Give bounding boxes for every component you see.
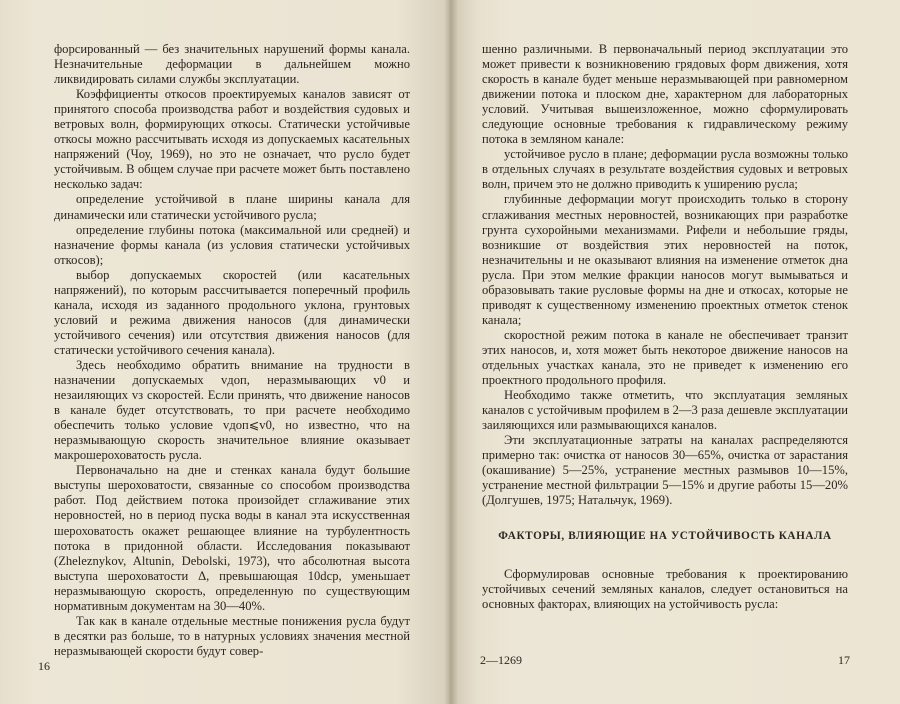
paragraph: Первоначально на дне и стенках канала будут большие выступы шероховатости, связанные со способом производства работ. Под действием потока произойдет сглаживание этих неровностей, но в период пуска воды в канал эта искусственная шероховатость окажет решающее влияние на турбулентность потока в придонной области. Исследования показывают (Zheleznykov, Altunin, Debolski, 1973), что абсолютная высота выступа шероховатости Δ, превышающая 10dср, уменьшает неразмывающую скорость, определенную по существующим нормативным документам на 30—40%.: [54, 463, 410, 613]
book-gutter: [444, 0, 458, 704]
right-page: [450, 0, 900, 704]
paragraph: Коэффициенты откосов проектируемых каналов зависят от принятого способа производства работ и воздействия судовых и ветровых волн, формирующих откосы. Статически устойчивые откосы можно рассчитывать исходя из допускаемых касательных напряжений (Чоу, 1969), но это не означает, что русло будет устойчивым. В общем случае при расчете может быть поставлено несколько задач:: [54, 87, 410, 192]
list-item: определение глубины потока (максимальной или средней) и назначение формы канала (из условия статически устойчивых откосов);: [54, 222, 410, 267]
paragraph: форсированный — без значительных нарушений формы канала. Незначительные деформации в дальнейшем можно ликвидировать силами службы эксплуатации.: [54, 42, 410, 87]
page-number: 17: [838, 653, 850, 667]
printer-signature-mark: 2—1269: [480, 653, 522, 667]
list-item: выбор допускаемых скоростей (или касательных напряжений), по которым рассчитывается поперечный профиль канала, исходя из заданного продольного уклона, грунтовых условий и режима движения наносов (для динамически устойчивого сечения) или отсутствия движения наносов (для статически устойчивого сечения канала).: [54, 267, 410, 357]
paragraph: Здесь необходимо обратить внимание на трудности в назначении допускаемых vдоп, неразмывающих v0 и незаиляющих vз скоростей. Если принять, что движение наносов в канале будет отсутствовать, то при расчете необходимо обеспечить только условие vдоп⩽v0, но известно, что на неразмывающую скорость значительное влияние оказывает макрошероховатость русла.: [54, 357, 410, 463]
paragraph: Сформулировав основные требования к проектированию устойчивых сечений земляных каналов, следует остановиться на основных факторах, влияющих на устойчивость русла:: [482, 566, 848, 611]
paragraph: Эти эксплуатационные затраты на каналах распределяются примерно так: очистка от наносов 30—65%, очистка от зарастания (окашивание) 5—25%, устранение местных размывов 10—15%, устранение местной фильтрации 5—15% и другие работы 15—20% (Долгушев, 1975; Натальчук, 1969).: [482, 433, 848, 508]
right-text-column: [482, 42, 848, 612]
list-item: определение устойчивой в плане ширины канала для динамически или статически устойчивого русла;: [54, 192, 410, 222]
section-heading: ФАКТОРЫ, ВЛИЯЮЩИЕ НА УСТОЙЧИВОСТЬ КАНАЛА: [498, 530, 832, 543]
paragraph: Необходимо также отметить, что эксплуатация земляных каналов с устойчивым профилем в 2—3 раза дешевле эксплуатации заиляющихся или размывающихся каналов.: [482, 388, 848, 433]
left-text-column: [54, 42, 410, 659]
paragraph: шенно различными. В первоначальный период эксплуатации это может привести к возникновению грядовых форм движения, хотя скорость в канале будет меньше неразмывающей при равномерном движении потока и плоском дне, характерном для лабораторных условий. Учитывая вышеизложенное, можно сформулировать следующие основные требования к гидравлическому режиму потока в земляном канале:: [482, 42, 848, 147]
page-number: 16: [38, 659, 50, 673]
list-item: устойчивое русло в плане; деформации русла возможны только в отдельных случаях в результате воздействия судовых и ветровых волн, причем это не должно приводить к уширению русла;: [482, 147, 848, 192]
list-item: скоростной режим потока в канале не обеспечивает транзит этих наносов, и, хотя может быть некоторое движение наносов на отдельных участках канала, это не приведет к изменению его проектного продольного профиля.: [482, 327, 848, 388]
list-item: глубинные деформации могут происходить только в сторону сглаживания местных неровностей, возникающих при разработке грунта сухоройными механизмами. Рифели и небольшие гряды, возникшие от воздействия этих неровностей на поток, незначительны и не оказывают влияния на изменение отметок дна русла. При этом мелкие фракции наносов могут вымываться и образовывать такие русловые формы на дне и откосах, которые не приводят к существенному изменению проектных отметок стенок канала;: [482, 192, 848, 327]
paragraph: Так как в канале отдельные местные понижения русла будут в десятки раз больше, то в натурных условиях значения местной неразмывающей скорости будут совер-: [54, 613, 410, 658]
